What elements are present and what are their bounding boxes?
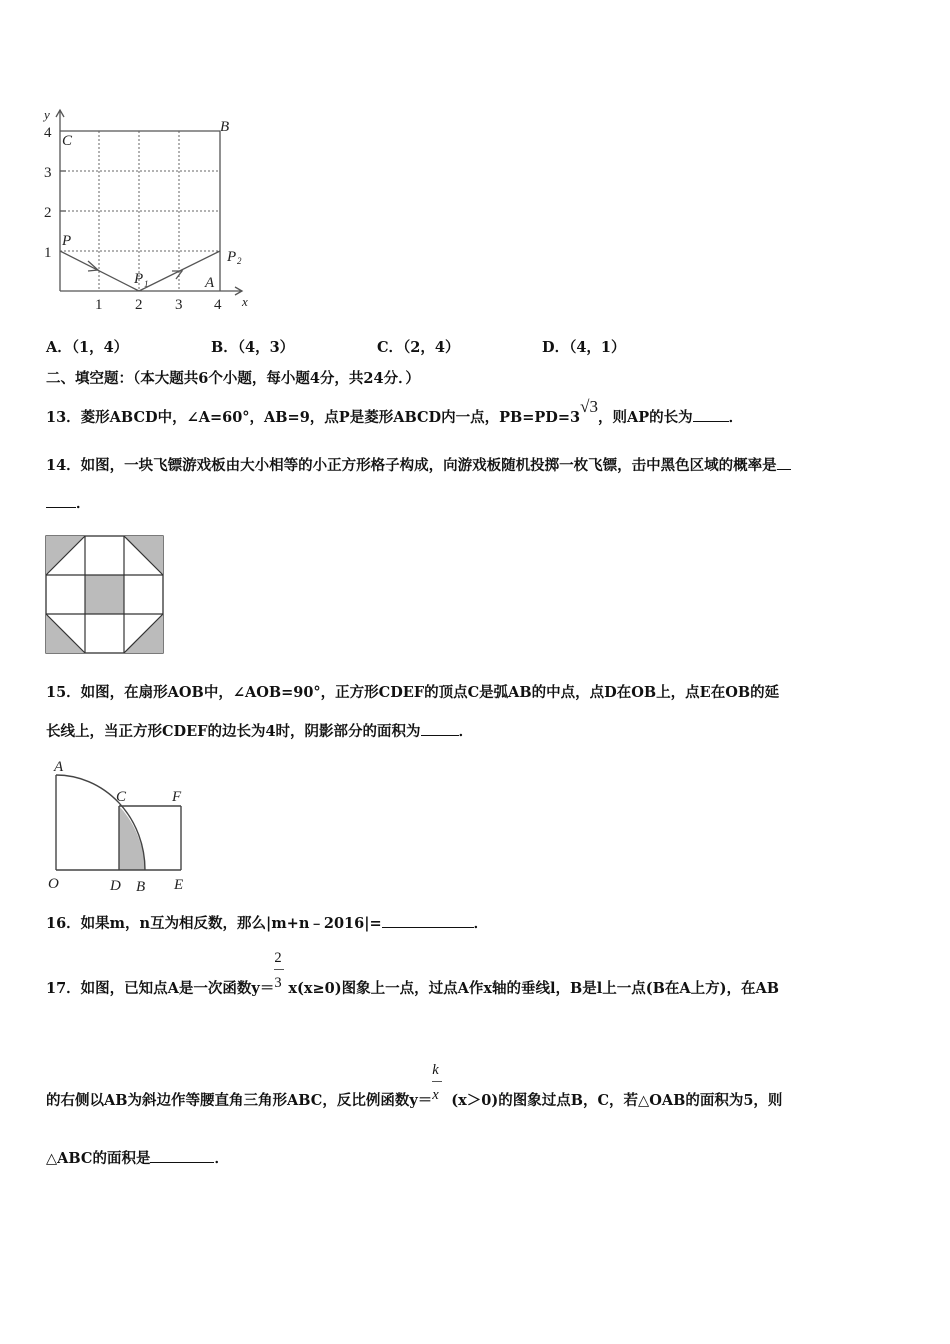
svg-text:4: 4 bbox=[214, 297, 222, 313]
answer-blank[interactable] bbox=[777, 455, 791, 470]
q17-text2: 的右侧以AB为斜边作等腰直角三角形ABC，反比例函数y＝ bbox=[46, 1092, 433, 1109]
answer-blank[interactable] bbox=[421, 721, 459, 736]
svg-text:1: 1 bbox=[95, 297, 103, 313]
svg-text:O: O bbox=[48, 876, 59, 892]
option-a[interactable]: A．（1，4） bbox=[46, 339, 129, 356]
period: ． bbox=[728, 409, 744, 426]
q13-text-after: ，则AP的长为 bbox=[597, 409, 693, 426]
period: ． bbox=[76, 495, 91, 512]
svg-text:F: F bbox=[172, 789, 182, 805]
svg-text:E: E bbox=[174, 877, 184, 893]
question-14-cont bbox=[46, 493, 91, 514]
answer-blank[interactable] bbox=[150, 1148, 214, 1163]
svg-text:C: C bbox=[62, 133, 73, 149]
section-heading: 二、填空题：（本大题共6个小题，每小题4分，共24分．） bbox=[46, 370, 420, 387]
answer-blank[interactable] bbox=[693, 407, 729, 422]
question-17-line3 bbox=[46, 1148, 229, 1169]
svg-text:3: 3 bbox=[175, 297, 183, 313]
svg-text:A: A bbox=[54, 759, 64, 775]
question-16 bbox=[46, 913, 488, 934]
q14-text: 14．如图，一块飞镖游戏板由大小相等的小正方形格子构成，向游戏板随机投掷一枚飞镖，击中黑色区域的概率是 bbox=[46, 457, 777, 474]
svg-text:x: x bbox=[242, 294, 248, 309]
option-b[interactable]: B．（4，3） bbox=[211, 339, 295, 356]
svg-text:3: 3 bbox=[44, 165, 52, 181]
dartboard-figure bbox=[45, 535, 165, 655]
svg-text:2: 2 bbox=[44, 205, 52, 221]
svg-text:P: P bbox=[62, 233, 72, 249]
svg-text:D: D bbox=[110, 878, 121, 894]
option-c[interactable]: C．（2，4） bbox=[377, 339, 460, 356]
period: ． bbox=[473, 915, 489, 932]
svg-text:B: B bbox=[220, 119, 230, 135]
svg-text:A: A bbox=[205, 275, 215, 291]
sector-figure bbox=[40, 755, 200, 895]
question-13 bbox=[46, 397, 744, 428]
svg-text:P: P bbox=[134, 271, 144, 287]
fraction-2-3: $\frac{2}{3}$ bbox=[274, 973, 288, 993]
svg-text:4: 4 bbox=[44, 125, 52, 141]
svg-text:1: 1 bbox=[144, 279, 149, 289]
period: ． bbox=[458, 723, 474, 740]
q16-text: 16．如果m，n互为相反数，那么|m+n﹣2016|= bbox=[46, 915, 382, 932]
q13-text: 13．菱形ABCD中，∠A=60°，AB=9，点P是菱形ABCD内一点，PB=PD=3 bbox=[46, 409, 581, 426]
svg-text:2: 2 bbox=[237, 256, 242, 266]
answer-blank[interactable] bbox=[46, 493, 76, 508]
question-15: 15．如图，在扇形AOB中，∠AOB=90°，正方形CDEF的顶点C是弧AB的中点，点D在OB上，点E在OB的延 bbox=[46, 684, 780, 701]
q17-text: 17．如图，已知点A是一次函数y＝ bbox=[46, 980, 275, 997]
period: ． bbox=[214, 1150, 229, 1167]
question-15-cont bbox=[46, 721, 473, 742]
q17-text2-after: (x＞0)的图象过点B，C，若△OAB的面积为5，则 bbox=[446, 1092, 783, 1109]
question-14 bbox=[46, 455, 791, 476]
svg-text:P: P bbox=[227, 249, 237, 265]
q17-text-after: x(x≥0)图象上一点，过点A作x轴的垂线l，B是l上一点(B在A上方)，在AB bbox=[288, 980, 780, 997]
q17-text3: △ABC的面积是 bbox=[46, 1150, 151, 1167]
question-17 bbox=[46, 950, 780, 999]
fraction-k-x: $\frac{k}{x}$ bbox=[432, 1085, 446, 1105]
coordinate-figure bbox=[30, 95, 260, 320]
option-d[interactable]: D．（4，1） bbox=[542, 339, 626, 356]
q15-text: 长线上，当正方形CDEF的边长为4时，阴影部分的面积为 bbox=[46, 723, 421, 740]
question-17-line2 bbox=[46, 1062, 783, 1111]
svg-text:2: 2 bbox=[135, 297, 143, 313]
svg-text:y: y bbox=[44, 107, 50, 122]
svg-text:C: C bbox=[116, 789, 127, 805]
sqrt3: √3 bbox=[580, 397, 598, 416]
svg-text:B: B bbox=[136, 879, 146, 895]
answer-blank[interactable] bbox=[382, 913, 474, 928]
svg-text:1: 1 bbox=[44, 245, 52, 261]
